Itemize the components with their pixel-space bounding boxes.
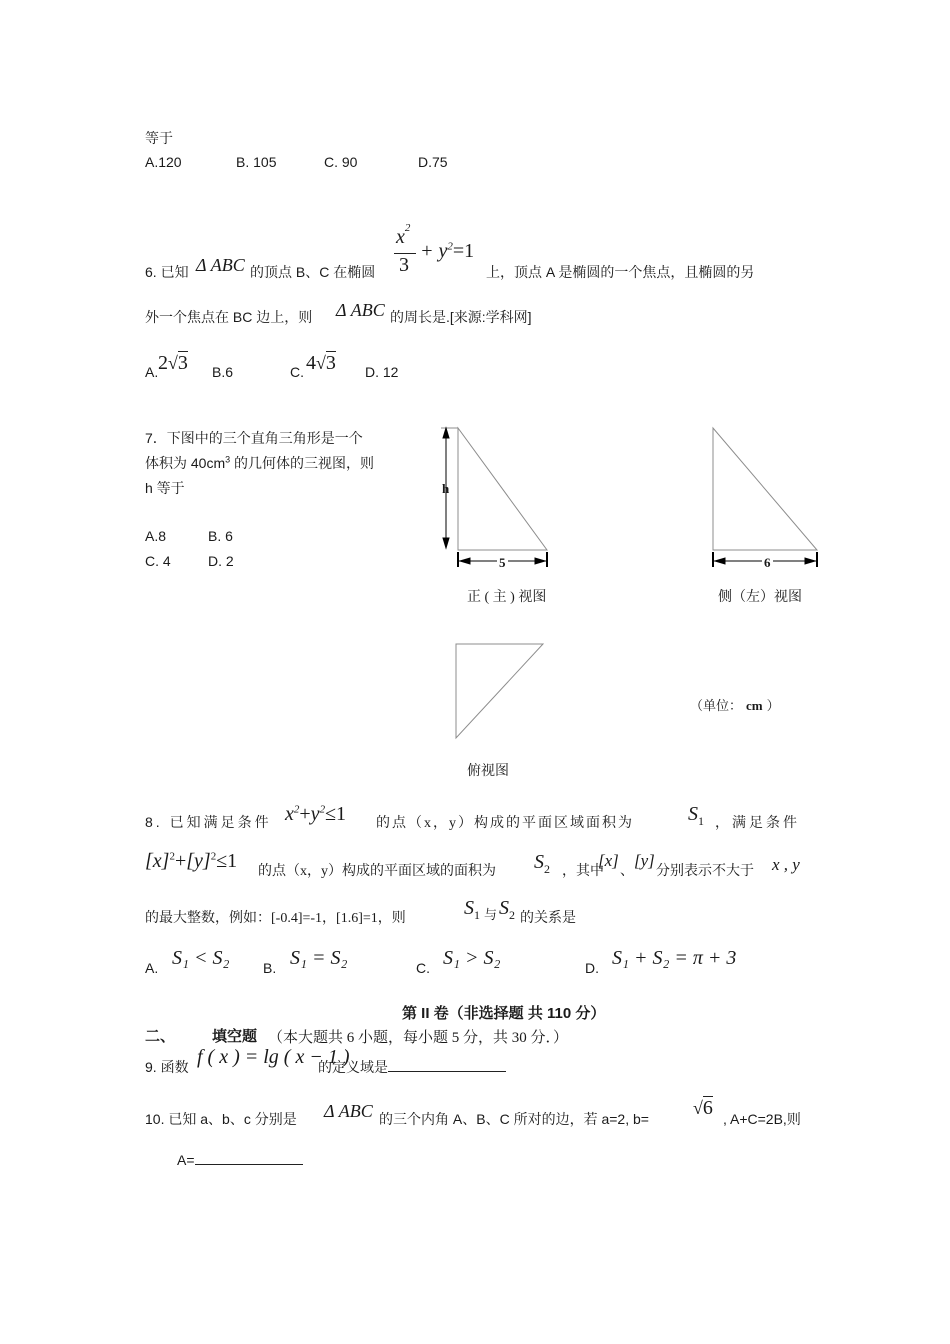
q6-option-c-label: C. bbox=[290, 364, 304, 380]
q5-option-a: A.120 bbox=[145, 154, 182, 170]
q10-text-a: 10. 已知 a、b、c 分别是 bbox=[145, 1111, 297, 1127]
q8-option-b-math: S₁ = S₂ bbox=[290, 947, 348, 969]
q10-answer-blank[interactable] bbox=[195, 1164, 303, 1165]
q8-line3-a: 的最大整数，例如：[-0.4]=-1，[1.6]=1，则 bbox=[145, 911, 406, 926]
top-view-triangle bbox=[456, 644, 543, 738]
side-view-base-label: 6 bbox=[764, 555, 771, 570]
q8-s1: $S_1$ bbox=[688, 803, 704, 828]
q7-option-d: D. 2 bbox=[208, 553, 234, 569]
q6-option-d: D. 12 bbox=[365, 364, 399, 380]
q10-answer: A= bbox=[177, 1152, 303, 1168]
sqrt-symbol: √ bbox=[316, 353, 326, 373]
front-view-base-label: 5 bbox=[499, 555, 506, 570]
q6-frac-denominator: 3 bbox=[399, 254, 409, 276]
q8-vars: x , y bbox=[772, 855, 800, 874]
q5-option-c: C. 90 bbox=[324, 154, 358, 170]
q8-option-c-label: C. bbox=[416, 960, 430, 976]
q8-line2-b: ，其中 bbox=[562, 864, 604, 879]
side-view-caption: 侧（左）视图 bbox=[718, 590, 802, 605]
q6-line2-a: 外一个焦点在 BC 边上，则 bbox=[145, 309, 313, 325]
q8-option-a-label: A. bbox=[145, 960, 159, 976]
q8-option-a-math: S₁ < S₂ bbox=[172, 947, 230, 969]
q5-option-d: D.75 bbox=[418, 154, 448, 170]
q6-line2-triangle: Δ ABC bbox=[336, 300, 385, 320]
q8-circle-inequality: $x^2+y^2\le 1$ bbox=[285, 803, 347, 825]
q6-option-b: B.6 bbox=[212, 364, 234, 380]
q6-option-c-value: 4√3 bbox=[306, 352, 336, 374]
q7-option-c: C. 4 bbox=[145, 553, 171, 569]
q8-floor-inequality: $[x]^2+[y]^2\le 1$ bbox=[145, 850, 238, 872]
section-note: （本大题共 6 小题，每小题 5 分，共 30 分．） bbox=[268, 1030, 569, 1046]
q7-option-a: A.8 bbox=[145, 528, 167, 544]
q7-option-b: B. 6 bbox=[208, 528, 233, 544]
q8-line1-b: 的点（x，y）构成的平面区域面积为 bbox=[376, 816, 634, 831]
section-number: 二、 bbox=[145, 1028, 176, 1045]
q8-line3-b: 的关系是 bbox=[520, 911, 576, 926]
q8-line3-s1: $S_1$ bbox=[464, 897, 480, 922]
q7-text-line2: 体积为 $40cm^3$ 的几何体的三视图，则 bbox=[145, 454, 375, 471]
q9-text-a: 9. 函数 bbox=[145, 1059, 189, 1075]
q8-option-d-label: D. bbox=[585, 960, 599, 976]
q8-line1-c: ，满足条件 bbox=[715, 814, 800, 830]
q8-floor-x: [x] bbox=[598, 851, 619, 870]
sqrt-symbol: √ bbox=[168, 353, 178, 373]
q6-frac-numerator: $x^2$ bbox=[396, 222, 411, 248]
section-title: 填空题 bbox=[212, 1028, 258, 1045]
unit-note: （单位： cm ） bbox=[690, 698, 780, 713]
q6-triangle: Δ ABC bbox=[196, 255, 245, 275]
q6-line2-b: 的周长是.[来源:学科网] bbox=[390, 309, 532, 325]
q8-floor-y: [y] bbox=[634, 851, 655, 870]
q9-function: f ( x ) = lg ( x − 1 ) bbox=[197, 1046, 350, 1068]
q7-text-line3: h 等于 bbox=[145, 480, 185, 496]
q5-tail: 等于 bbox=[145, 130, 173, 146]
q10-text-b: 的三个内角 A、B、C 所对的边，若 a=2, b= bbox=[379, 1111, 649, 1127]
q10-triangle: Δ ABC bbox=[324, 1101, 373, 1121]
q8-s2: $S_2$ bbox=[534, 851, 550, 876]
q8-option-d-math: S₁ + S₂ = π + 3 bbox=[612, 947, 737, 969]
q6-text-2: 上，顶点 A 是椭圆的一个焦点，且椭圆的另 bbox=[486, 264, 755, 280]
q8-line2-a: 的点（x，y）构成的平面区域的面积为 bbox=[258, 864, 496, 879]
q9-text-b: 的定义域是 bbox=[318, 1057, 506, 1077]
q8-line3-yu: 与 bbox=[484, 907, 498, 922]
q6-number: 6. 已知 bbox=[145, 264, 189, 280]
q8-option-c-math: S₁ > S₂ bbox=[443, 947, 501, 969]
sqrt-symbol: √ bbox=[693, 1098, 703, 1118]
q10-text-c: , A+C=2B,则 bbox=[723, 1111, 801, 1127]
q8-separator: 、 bbox=[620, 864, 634, 879]
q8-line3-s2: $S_2$ bbox=[499, 897, 515, 922]
part2-heading: 第 II 卷（非选择题 共 110 分） bbox=[402, 1005, 606, 1022]
front-view-triangle bbox=[458, 428, 547, 550]
q6-text-1: 的顶点 B、C 在椭圆 bbox=[250, 264, 376, 280]
front-view-h-label: h bbox=[442, 481, 450, 496]
side-view-triangle bbox=[713, 428, 817, 550]
q5-option-b: B. 105 bbox=[236, 154, 277, 170]
front-view-caption: 正 ( 主 ) 视图 bbox=[467, 590, 547, 605]
q10-sqrt6: √6 bbox=[693, 1097, 713, 1119]
q6-option-a-value: 2√3 bbox=[158, 352, 188, 374]
q9-answer-blank[interactable] bbox=[388, 1071, 506, 1072]
q7-text-line1: 7．下图中的三个直角三角形是一个 bbox=[145, 430, 363, 446]
q8-line1-a: 8. 已知满足条件 bbox=[145, 814, 272, 830]
q8-line2-c: 分别表示不大于 bbox=[656, 864, 754, 879]
q6-option-a-label: A. bbox=[145, 364, 159, 380]
top-view-caption: 俯视图 bbox=[467, 764, 509, 779]
q8-option-b-label: B. bbox=[263, 960, 277, 976]
q6-plus-y: + $y^2=1$ bbox=[420, 240, 475, 262]
